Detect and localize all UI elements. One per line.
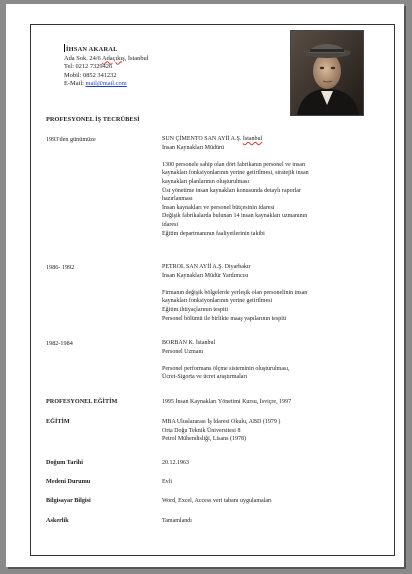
professional-training-value: 1995 İnsan Kaynakları Yönetimi Kursu, İsviçre, 1997 xyxy=(162,399,292,405)
detail-line: idaresi xyxy=(162,221,178,228)
detail-line: 1300 personele sahip olan dört fabrikanın personel ve insan xyxy=(162,161,305,168)
experience-period-2: 1986- 1992 xyxy=(46,264,75,271)
detail-line: Personel performans ölçme sisteminin oluşturulması, xyxy=(162,365,290,372)
detail-line: Eğitim ihtiyaçlarının tespiti xyxy=(162,306,228,313)
email-link[interactable]: mail@mail.com xyxy=(85,80,127,88)
mobile-phone[interactable]: Mobil: 0852 341232 xyxy=(64,71,117,79)
detail-line: Ücret-Sigorta ve ücret araştırmaları xyxy=(162,374,248,381)
military-service-value: Tamamlandı xyxy=(162,518,192,524)
person-name[interactable]: İHSAN AKARAL xyxy=(66,46,118,53)
education-label: EĞİTİM xyxy=(46,418,70,425)
marital-status-value: Evli xyxy=(162,479,172,485)
detail-line: Personel bölümü ile birlikte maaş yapılarının tespiti xyxy=(162,315,287,322)
detail-line: Firmanın değişik bölgelerde yerleşik olan personelinin insan xyxy=(162,289,308,296)
detail-line: İnsan kaynakları ve personel bütçesinin idaresi xyxy=(162,204,275,211)
position-title: İnsan Kaynakları Müdürü xyxy=(162,144,224,151)
address[interactable]: Ada Sok. 24/6 Adaçıkış, İstanbul xyxy=(64,54,149,62)
birth-date-value: 20.12.1963 xyxy=(162,460,189,466)
military-service-label: Askerlik xyxy=(46,517,69,524)
education-line: Orta Doğu Teknik Üniversitesi 8 xyxy=(162,427,241,434)
detail-line: Üst yönetime insan kaynakları konusunda detaylı raporlar xyxy=(162,187,301,194)
computer-skills-value: Word, Excel, Access veri tabanı uygulamaları xyxy=(162,498,272,504)
company-name: BORBAN K. İstanbul xyxy=(162,340,216,346)
experience-block-2 xyxy=(162,263,377,323)
position-title: Personel Uzmanı xyxy=(162,348,204,355)
computer-skills-label: Bilgisayar Bilgisi xyxy=(46,497,91,504)
experience-block-1 xyxy=(162,135,377,238)
education-line: MBA Uluslararası İş İdaresi Okulu, ABD (1979 ) xyxy=(162,419,281,425)
company-name: SUN ÇİMENTO SAN AYİİ A.Ş. İstanbul xyxy=(162,136,263,142)
detail-line: hazırlanması xyxy=(162,196,193,203)
marital-status-label: Medeni Durumu xyxy=(46,478,91,485)
email-line[interactable]: E-Mail: mail@mail.com xyxy=(64,80,127,88)
experience-period-3: 1982-1984 xyxy=(46,340,73,347)
detail-line: kaynakları fonksiyonlarının yerine getirilmesi, stratejik insan xyxy=(162,170,309,177)
detail-line: Eğitim departmanının faaliyetlerinin takibi xyxy=(162,230,265,237)
company-name: PETROL SAN AYİİ A.Ş. Diyarbakır xyxy=(162,264,251,270)
detail-line: kaynakları planlarının oluşturulması xyxy=(162,178,249,185)
telephone[interactable]: Tel: 0212 7329426 xyxy=(64,63,113,71)
experience-section-title: PROFESYONEL İŞ TECRÜBESİ xyxy=(46,116,140,123)
education-line: Petrol Mühendisliği, Lisans (1978) xyxy=(162,436,246,443)
profile-photo xyxy=(290,30,364,116)
contact-header xyxy=(64,44,149,89)
text-cursor xyxy=(64,44,65,52)
experience-period-1: 1993'den günümüze xyxy=(46,136,96,143)
detail-line: Değişik fabrikalarda bulunan 14 insan kaynakları uzmanının xyxy=(162,213,308,220)
birth-date-label: Doğum Tarihi xyxy=(46,459,83,466)
experience-block-3 xyxy=(162,339,377,382)
detail-line: kaynakları fonksiyonlarının yerine getirilmesi xyxy=(162,298,273,305)
professional-training-label: PROFESYONEL EĞİTİM xyxy=(46,398,118,405)
position-title: İnsan Kaynakları Müdür Yardımcısı xyxy=(162,272,249,279)
education-block xyxy=(162,418,377,444)
